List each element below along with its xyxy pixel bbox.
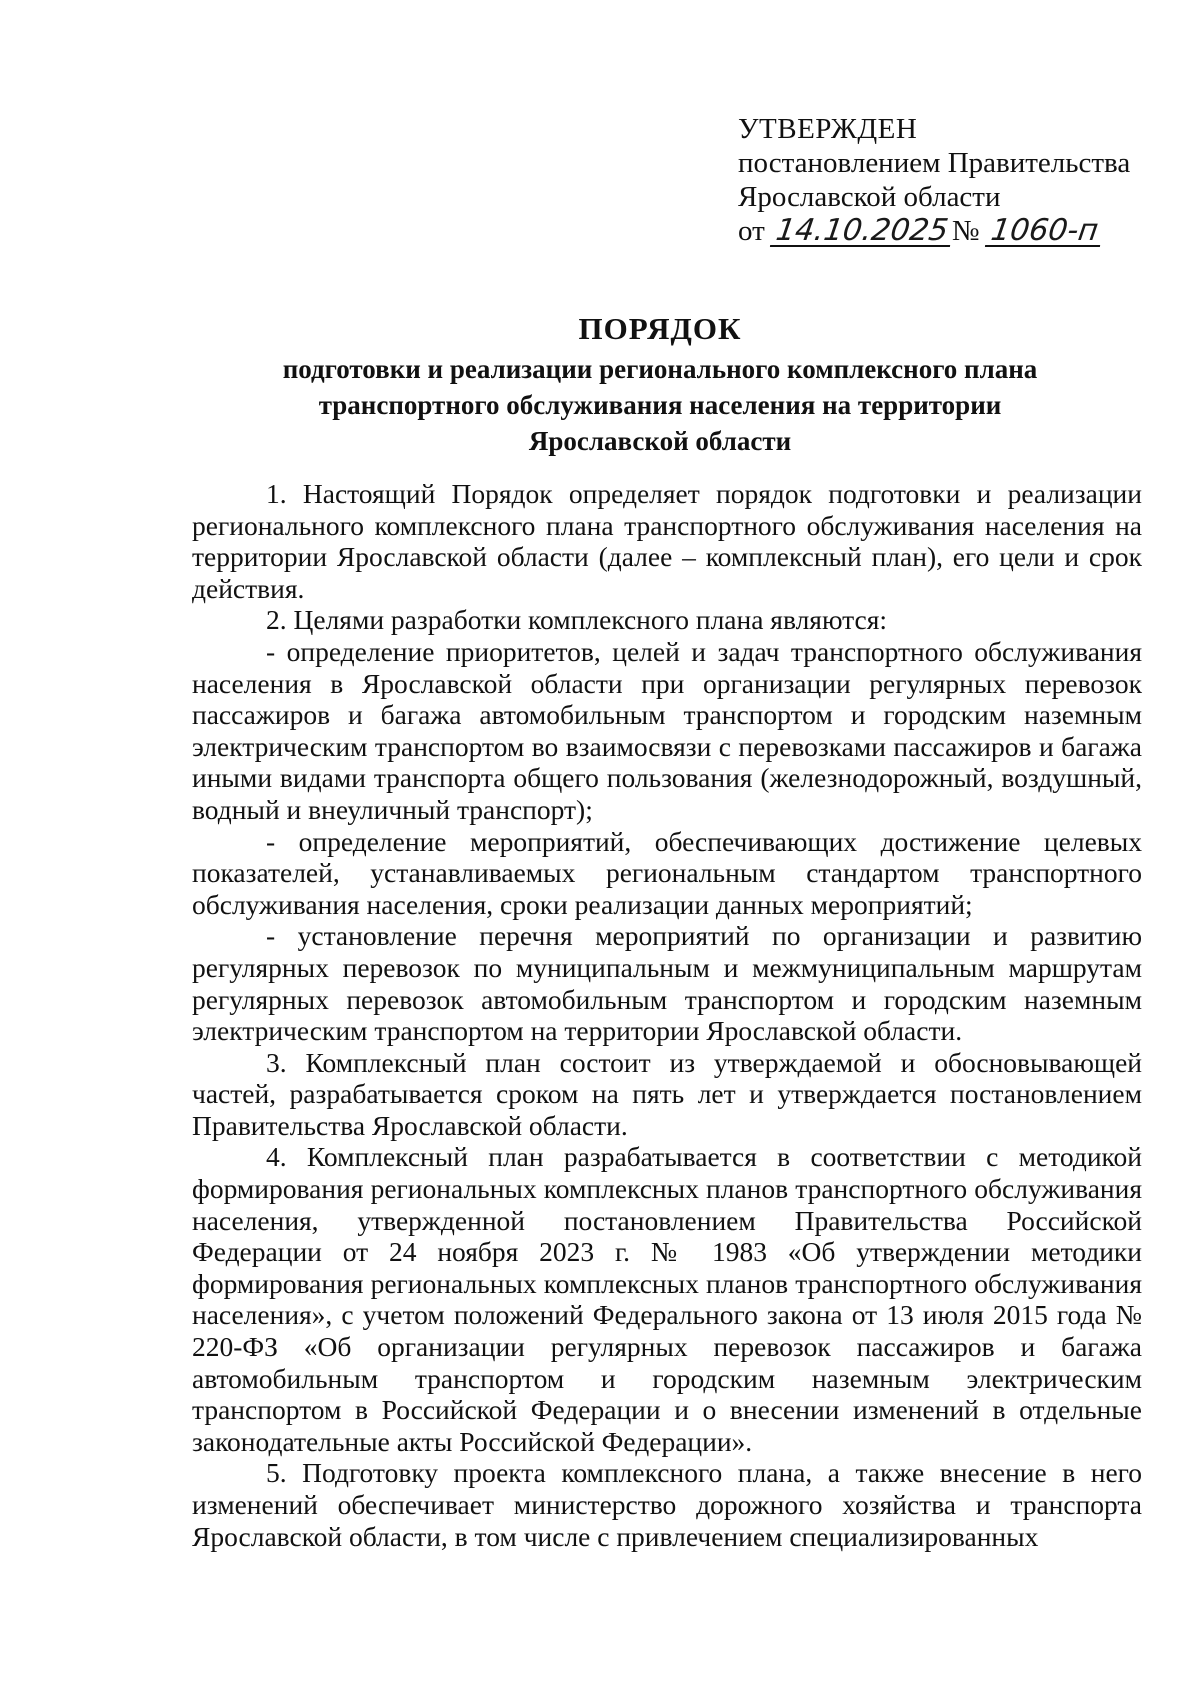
title-sub-line-2: транспортного обслуживания населения на территории: [318, 390, 1002, 420]
paragraph-2-item-2: - определение мероприятий, обеспечивающих достижение целевых показателей, устанавливаемых региональным стандартом транспортного обслуживания населения, сроки реализации данных мероприятий;: [192, 825, 1142, 920]
date-prefix: от: [738, 215, 765, 247]
number-prefix: №: [951, 215, 980, 247]
title-sub-line-1: подготовки и реализации регионального комплексного плана: [282, 354, 1038, 384]
approval-stamp-block: [738, 112, 1130, 248]
paragraph-2-item-3: - установление перечня мероприятий по организации и развитию регулярных перевозок по муниципальным и межмуниципальным маршрутам регулярных перевозок автомобильным транспортом и городским наземным электрическим транспортом на территории Ярославской области.: [192, 920, 1142, 1047]
paragraph-5: 5. Подготовку проекта комплексного плана, а также внесение в него изменений обеспечивает министерство дорожного хозяйства и транспорта Ярославской области, в том числе с привлечением специализированных: [192, 1457, 1142, 1552]
paragraph-2: 2. Целями разработки комплексного плана являются:: [266, 604, 887, 636]
document-body: [192, 478, 1142, 1552]
approval-line-1: постановлением Правительства: [738, 147, 1131, 179]
title-sub-line-3: Ярославской области: [528, 426, 792, 456]
paragraph-3: 3. Комплексный план состоит из утверждаемой и обосновывающей частей, разрабатывается сроком на пять лет и утверждается постановлением Правительства Ярославской области.: [192, 1046, 1142, 1141]
paragraph-4: 4. Комплексный план разрабатывается в соответствии с методикой формирования региональных комплексных планов транспортного обслуживания населения, утвержденной постановлением Правительства Российской Федерации от 24 ноября 2023 г. № 1983 «Об утверждении методики формирования региональных комплексных планов транспортного обслуживания населения», с учетом положений Федерального закона от 13 июля 2015 года № 220-ФЗ «Об организации регулярных перевозок пассажиров и багажа автомобильным транспортом и городским наземным электрическим транспортом в Российской Федерации и о внесении изменений в отдельные законодательные акты Российской Федерации».: [192, 1141, 1142, 1457]
paragraph-2-item-1: - определение приоритетов, целей и задач транспортного обслуживания населения в Ярославской области при организации регулярных перевозок пассажиров и багажа автомобильным транспортом и городским наземным электрическим транспортом во взаимосвязи с перевозками пассажиров и багажа иными видами транспорта общего пользования (железнодорожный, воздушный, водный и внеуличный транспорт);: [192, 635, 1142, 825]
handwritten-number: 1060-п: [985, 217, 1104, 247]
handwritten-date: 14.10.2025: [770, 217, 954, 247]
approval-line-2: Ярославской области: [738, 181, 1001, 213]
document-title: [190, 308, 1130, 458]
approval-heading: УТВЕРЖДЕН: [738, 113, 918, 145]
title-main: ПОРЯДОК: [578, 311, 742, 346]
approval-date-line: [738, 214, 1130, 248]
paragraph-1: 1. Настоящий Порядок определяет порядок подготовки и реализации регионального комплексного плана транспортного обслуживания населения на территории Ярославской области (далее – комплексный план), его цели и срок действия.: [192, 478, 1142, 604]
